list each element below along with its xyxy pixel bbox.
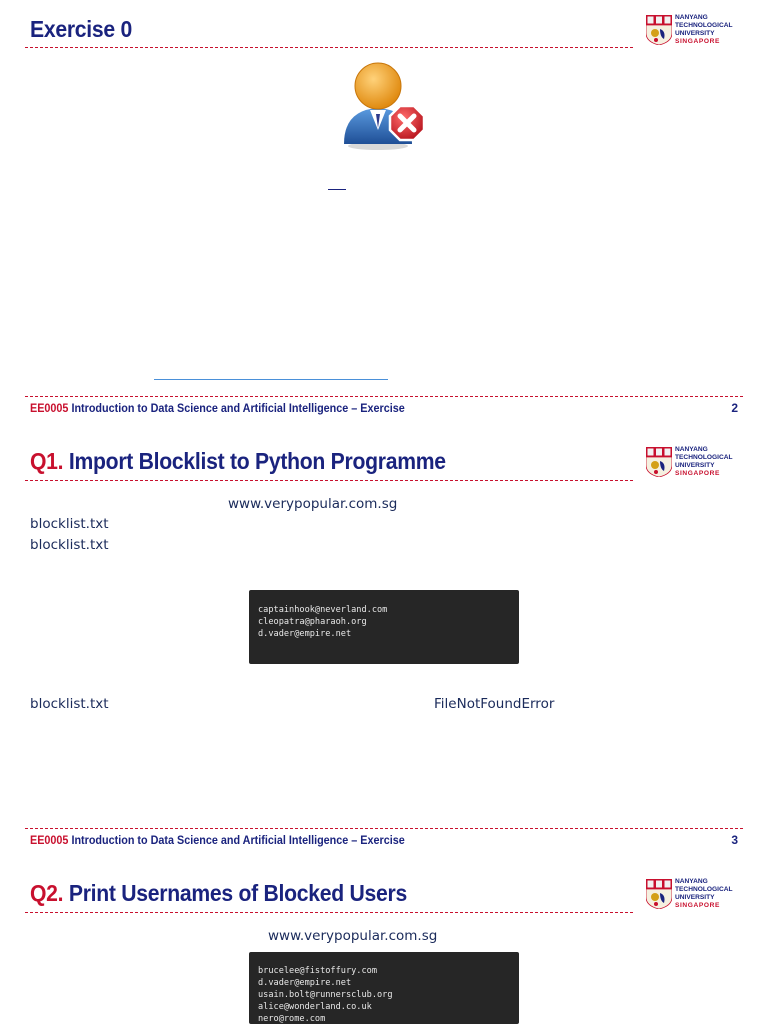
title-divider <box>25 912 633 913</box>
logo-line-3: UNIVERSITY <box>675 462 715 469</box>
filename-text: blocklist.txt <box>30 537 109 553</box>
filename-text: blocklist.txt <box>30 696 109 712</box>
terminal-output <box>249 952 519 1024</box>
page-number: 3 <box>731 833 738 847</box>
logo-text <box>675 878 733 910</box>
terminal-text: brucelee@fistoffury.com d.vader@empire.net usain.bolt@runnersclub.org alice@wonderland.co.uk nero@rome.com <box>258 966 393 1024</box>
website-link[interactable]: www.verypopular.com.sg <box>268 928 438 944</box>
logo-line-1: NANYANG <box>675 446 708 453</box>
logo-line-1: NANYANG <box>675 878 708 885</box>
question-number: Q2. <box>30 880 64 906</box>
question-number: Q1. <box>30 448 64 474</box>
logo-line-4: SINGAPORE <box>675 902 720 909</box>
question-title: Import Blocklist to Python Programme <box>68 448 446 474</box>
logo-line-3: UNIVERSITY <box>675 894 715 901</box>
logo-line-2: TECHNOLOGICAL <box>675 22 733 29</box>
ntu-crest-icon <box>646 879 672 909</box>
logo-line-4: SINGAPORE <box>675 38 720 45</box>
logo-line-2: TECHNOLOGICAL <box>675 454 733 461</box>
filename-text: blocklist.txt <box>30 516 109 532</box>
course-title: Introduction to Data Science and Artificial Intelligence – Exercise <box>71 833 405 847</box>
logo-line-1: NANYANG <box>675 14 708 21</box>
logo-line-3: UNIVERSITY <box>675 30 715 37</box>
ntu-logo <box>646 877 738 913</box>
terminal-text: captainhook@neverland.com cleopatra@pharaoh.org d.vader@empire.net <box>258 605 388 639</box>
course-code: EE0005 <box>30 401 69 415</box>
website-link[interactable]: www.verypopular.com.sg <box>228 496 398 512</box>
question-title: Print Usernames of Blocked Users <box>68 880 407 906</box>
slide-title <box>30 880 407 907</box>
course-code: EE0005 <box>30 833 69 847</box>
course-title: Introduction to Data Science and Artificial Intelligence – Exercise <box>71 401 405 415</box>
error-name: FileNotFoundError <box>434 696 555 712</box>
logo-line-2: TECHNOLOGICAL <box>675 886 733 893</box>
logo-line-4: SINGAPORE <box>675 470 720 477</box>
page-number: 2 <box>731 401 738 415</box>
slide-title: Exercise 0 <box>30 16 132 42</box>
